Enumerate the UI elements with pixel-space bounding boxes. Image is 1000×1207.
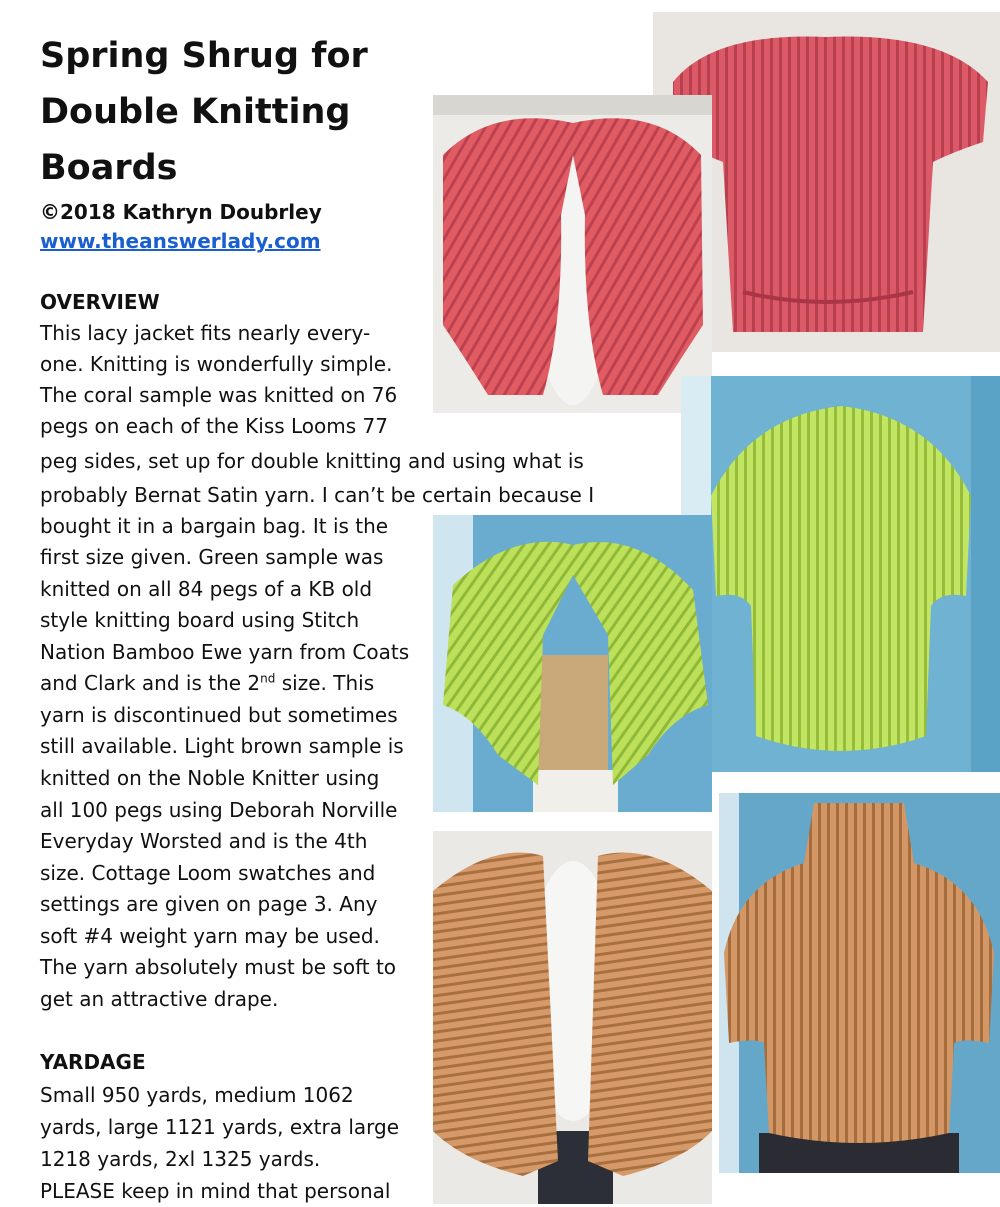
overview-line: get an attractive drape. [40,987,279,1011]
overview-line: bought it in a bargain bag. It is the [40,514,389,538]
yardage-line: 1218 yards, 2xl 1325 yards. [40,1147,321,1171]
overview-line [40,668,374,699]
overview-line: The yarn absolutely must be soft to [40,955,397,979]
copyright-line: ©2018 Kathryn Doubrley [40,200,322,224]
website-link[interactable]: www.theanswerlady.com [40,229,321,253]
overview-line: style knitting board using Stitch [40,608,360,632]
yardage-line: Small 950 yards, medium 1062 [40,1083,354,1107]
overview-line-text: and Clark and is the 2 [40,671,261,695]
overview-line-text: size. This [275,671,375,695]
overview-line: The coral sample was knitted on 76 [40,383,398,407]
overview-line: one. Knitting is wonderfully simple. [40,352,393,376]
document-title: Spring Shrug for Double Knitting Boards [40,36,368,188]
ordinal-superscript: nd [260,671,276,686]
overview-line: soft #4 weight yarn may be used. [40,924,380,948]
overview-line: knitted on all 84 pegs of a KB old [40,577,373,601]
overview-line: first size given. Green sample was [40,545,384,569]
overview-line: Nation Bamboo Ewe yarn from Coats [40,640,410,664]
overview-line: size. Cottage Loom swatches and [40,861,376,885]
green-shrug-back-photo [681,376,1000,772]
overview-line: peg sides, set up for double knitting and using what is [40,449,584,473]
overview-line: knitted on the Noble Knitter using [40,766,380,790]
yardage-line: PLEASE keep in mind that personal [40,1179,391,1203]
overview-line: Everyday Worsted and is the 4th [40,829,368,853]
yardage-line: yards, large 1121 yards, extra large [40,1115,400,1139]
brown-shrug-front-photo [433,831,712,1204]
overview-line: still available. Light brown sample is [40,734,404,758]
brown-shrug-back-photo [719,793,1000,1173]
overview-line: pegs on each of the Kiss Looms 77 [40,414,388,438]
overview-line: yarn is discontinued but sometimes [40,703,398,727]
coral-shrug-front-photo [433,95,712,413]
overview-heading: OVERVIEW [40,290,160,314]
overview-line: all 100 pegs using Deborah Norville [40,798,398,822]
overview-line: settings are given on page 3. Any [40,892,378,916]
green-shrug-front-photo [433,515,712,812]
overview-line: This lacy jacket fits nearly every- [40,321,371,345]
overview-line: probably Bernat Satin yarn. I can’t be certain because I [40,483,595,507]
yardage-heading: YARDAGE [40,1050,146,1074]
